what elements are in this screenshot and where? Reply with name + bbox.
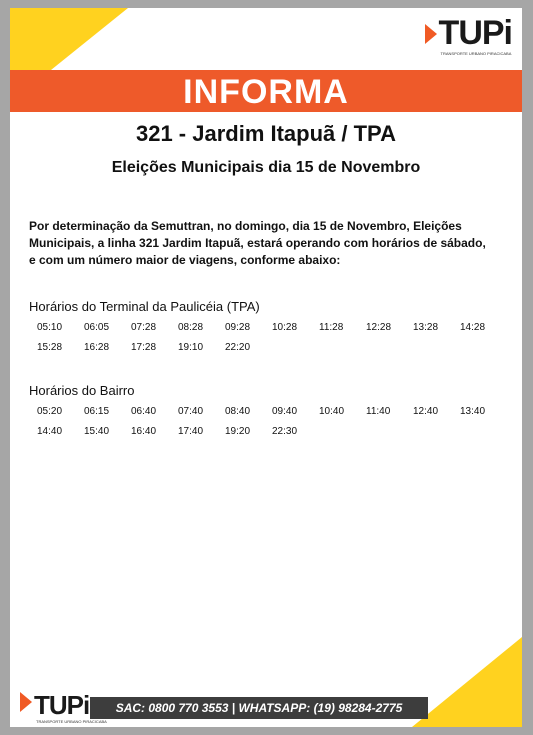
notice-paragraph: Por determinação da Semuttran, no domingo, dia 15 de Novembro, Eleições Municipais, a linha 321 Jardim Itapuã, estará operando com horários de sábado, e com um número maior de viagens, conforme abaixo:	[29, 219, 486, 267]
contact-bar	[90, 697, 428, 719]
terminal-time: 10:28	[272, 322, 298, 333]
terminal-time: 13:28	[413, 322, 439, 333]
terminal-time: 09:28	[225, 322, 251, 333]
terminal-time: 16:28	[84, 342, 110, 353]
contact-text: SAC: 0800 770 3553 | WHATSAPP: (19) 98284-2775	[115, 701, 403, 715]
informa-banner	[10, 70, 522, 112]
terminal-time: 14:28	[460, 322, 486, 333]
terminal-time: 12:28	[366, 322, 392, 333]
bairro-time: 13:40	[460, 406, 486, 417]
logo-wordmark: TUPi	[34, 690, 90, 720]
bairro-time: 22:30	[272, 426, 298, 437]
bairro-time: 06:15	[84, 406, 110, 417]
logo-wordmark: TUPi	[438, 14, 512, 52]
bairro-time: 16:40	[131, 426, 157, 437]
logo-tagline: TRANSPORTE URBANO PIRACICABA	[36, 719, 107, 724]
bairro-time: 10:40	[319, 406, 345, 417]
logo-tagline: TRANSPORTE URBANO PIRACICABA	[440, 51, 512, 56]
terminal-time: 22:20	[225, 342, 251, 353]
bairro-time: 07:40	[178, 406, 204, 417]
terminal-time: 05:10	[37, 322, 63, 333]
terminal-time: 17:28	[131, 342, 157, 353]
bairro-time: 09:40	[272, 406, 298, 417]
terminal-time: 07:28	[131, 322, 157, 333]
terminal-time: 19:10	[178, 342, 204, 353]
bairro-time: 15:40	[84, 426, 110, 437]
logo-arrow-icon	[425, 24, 437, 44]
terminal-time: 06:05	[84, 322, 110, 333]
footer	[10, 689, 522, 727]
bairro-time: 14:40	[37, 426, 63, 437]
notice-page	[10, 8, 522, 727]
bairro-schedule-times	[37, 402, 507, 442]
terminal-time: 15:28	[37, 342, 63, 353]
terminal-schedule-heading: Horários do Terminal da Paulicéia (TPA)	[29, 299, 260, 314]
bairro-time: 17:40	[178, 426, 204, 437]
logo-arrow-icon	[20, 692, 32, 712]
bairro-schedule-heading: Horários do Bairro	[29, 383, 135, 398]
bairro-time: 08:40	[225, 406, 251, 417]
bairro-time: 05:20	[37, 406, 63, 417]
bairro-time: 06:40	[131, 406, 157, 417]
bairro-time: 12:40	[413, 406, 439, 417]
tupi-logo-top	[425, 14, 512, 56]
terminal-schedule-times	[37, 318, 507, 358]
tupi-logo-bottom	[20, 690, 107, 724]
terminal-time: 08:28	[178, 322, 204, 333]
banner-text: INFORMA	[183, 73, 349, 111]
election-subtitle: Eleições Municipais dia 15 de Novembro	[111, 159, 421, 176]
bairro-time: 19:20	[225, 426, 251, 437]
bairro-time: 11:40	[366, 406, 391, 417]
terminal-time: 11:28	[319, 322, 344, 333]
line-title: 321 - Jardim Itapuã / TPA	[135, 121, 396, 146]
